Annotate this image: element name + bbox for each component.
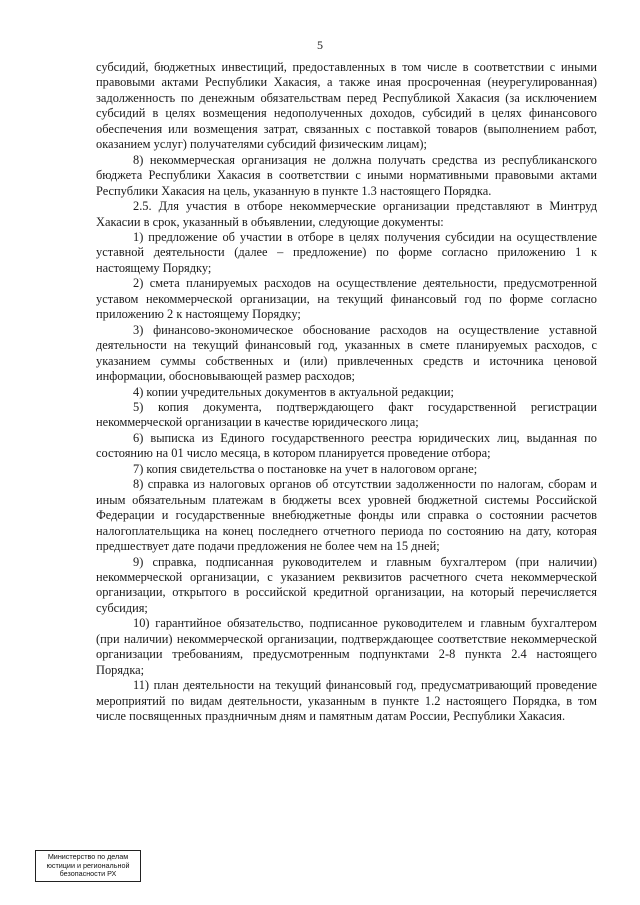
paragraph: 2) смета планируемых расходов на осуществление деятельности, предусмотренной уставом некоммерческой организации, на текущий финансовый год по форме согласно приложению 2 к настоящему Порядку; (96, 276, 597, 322)
stamp-line: Министерство по делам (47, 852, 129, 861)
ministry-stamp (35, 850, 141, 882)
stamp-line: юстиции и региональной (46, 860, 130, 870)
stamp-line: безопасности РХ (59, 869, 117, 879)
page-number: 5 (317, 38, 323, 52)
paragraph: 3) финансово-экономическое обоснование расходов на осуществление уставной деятельности на текущий финансовый год, указанных в смете планируемых расходов, с указанием суммы собственных и (или) привлеченных средств и источника ценовой информации, обосновывающей размер расходов; (96, 322, 597, 384)
document-body (96, 60, 597, 724)
paragraph: 4) копии учредительных документов в актуальной редакции; (133, 384, 454, 399)
paragraph: 8) некоммерческая организация не должна получать средства из республиканского бюджета Республики Хакасия в соответствии с иными нормативными правовыми актами Республики Хакасия на цель, указанную в пункте 1.3 настоящего Порядка. (96, 152, 597, 198)
paragraph: 5) копия документа, подтверждающего факт государственной регистрации некоммерческой организации в качестве юридического лица; (96, 399, 597, 430)
paragraph: 7) копия свидетельства о постановке на учет в налоговом органе; (133, 461, 478, 476)
paragraph: 2.5. Для участия в отборе некоммерческие организации представляют в Минтруд Хакасии в срок, указанный в объявлении, следующие документы: (96, 199, 597, 229)
paragraph: 8) справка из налоговых органов об отсутствии задолженности по налогам, сборам и иным обязательным платежам в бюджеты всех уровней бюджетной системы Российской Федерации и государственные внебюджетные фонды или справка о состоянии расчетов налогоплательщика на конец последнего отчетного периода по состоянию на дату, которая предшествует дате подачи предложения не более чем на 15 дней; (96, 477, 597, 554)
paragraph: 6) выписка из Единого государственного реестра юридических лиц, выданная по состоянию на 01 число месяца, в котором планируется проведение отбора; (96, 430, 597, 461)
paragraph: 10) гарантийное обязательство, подписанное руководителем и главным бухгалтером (при наличии) некоммерческой организации, подтверждающее соответствие некоммерческой организации требованиям, предусмотренным подпунктами 2-8 пункта 2.4 настоящего Порядка; (96, 616, 597, 677)
paragraph: 9) справка, подписанная руководителем и главным бухгалтером (при наличии) некоммерческой организации, с указанием реквизитов расчетного счета некоммерческой организации, открытого в российской кредитной организации, на который перечисляется субсидия; (96, 554, 597, 615)
paragraph: субсидий, бюджетных инвестиций, предоставленных в том числе в соответствии с иными правовыми актами Республики Хакасия, а также иная просроченная (неурегулированная) задолженность по денежным обязательствам перед Республикой Хакасия (за исключением субсидий в целях возмещения недополученных доходов, субсидий в целях финансового обеспечения или возмещения затрат, связанных с поставкой товаров (выполнением работ, оказанием услуг) получателями субсидий физическим лицам); (96, 60, 597, 152)
paragraph: 1) предложение об участии в отборе в целях получения субсидии на осуществление уставной деятельности (далее – предложение) по форме согласно приложению 1 к настоящему Порядку; (96, 229, 597, 275)
paragraph: 11) план деятельности на текущий финансовый год, предусматривающий проведение мероприятий по видам деятельности, указанным в пункте 1.2 настоящего Порядка, в том числе посвященных праздничным дням и памятным датам России, Республики Хакасия. (96, 678, 597, 724)
